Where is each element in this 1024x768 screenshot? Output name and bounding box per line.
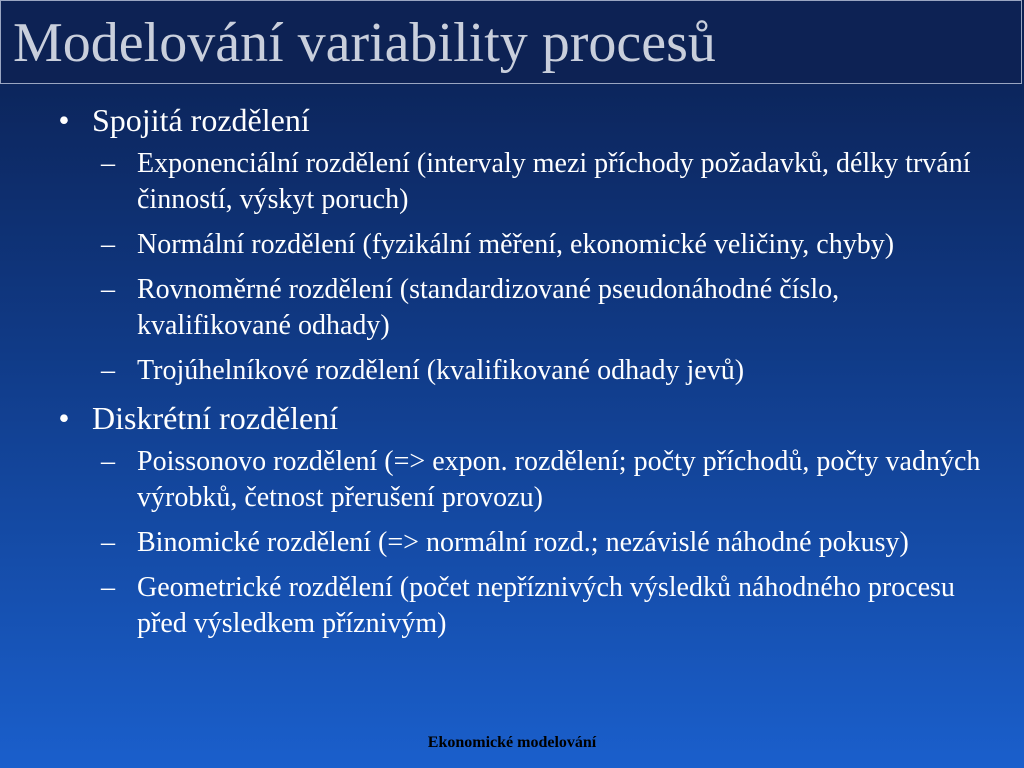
list-item: [101, 272, 987, 344]
section-heading-continuous: [58, 100, 1024, 140]
dash-icon: –: [101, 274, 115, 305]
list-item-text: Geometrické rozdělení (počet nepříznivých výsledků náhodného procesu před výsledkem příznivým): [137, 572, 955, 639]
list-item-text: Poissonovo rozdělení (=> expon. rozdělení; počty příchodů, počty vadných výrobků, četnost přerušení provozu): [137, 446, 981, 513]
dash-icon: –: [101, 229, 115, 260]
list-item: [101, 353, 987, 389]
list-item: [101, 146, 987, 218]
list-item: [101, 570, 987, 642]
list-item: [101, 227, 987, 263]
list-item-text: Normální rozdělení (fyzikální měření, ekonomické veličiny, chyby): [137, 229, 895, 260]
list-item-text: Rovnoměrné rozdělení (standardizované pseudonáhodné číslo, kvalifikované odhady): [137, 274, 840, 341]
dash-icon: –: [101, 527, 115, 558]
section-heading-text: Diskrétní rozdělení: [92, 400, 339, 436]
title-bar: [0, 0, 1022, 84]
slide-title: Modelování variability procesů: [13, 12, 716, 74]
dash-icon: –: [101, 148, 115, 179]
list-item-text: Binomické rozdělení (=> normální rozd.; nezávislé náhodné pokusy): [137, 527, 909, 558]
slide-content: [0, 100, 1024, 651]
slide-footer: Ekonomické modelování: [427, 734, 597, 751]
section-heading-discrete: [58, 398, 1024, 438]
bullet-icon: •: [58, 400, 70, 436]
list-item: [101, 444, 987, 516]
list-item: [101, 525, 987, 561]
list-item-text: Exponenciální rozdělení (intervaly mezi příchody požadavků, délky trvání činností, výskyt poruch): [137, 148, 971, 215]
list-item-text: Trojúhelníkové rozdělení (kvalifikované odhady jevů): [137, 355, 745, 386]
dash-icon: –: [101, 355, 115, 386]
bullet-icon: •: [58, 102, 70, 138]
dash-icon: –: [101, 572, 115, 603]
section-heading-text: Spojitá rozdělení: [92, 102, 310, 138]
dash-icon: –: [101, 446, 115, 477]
